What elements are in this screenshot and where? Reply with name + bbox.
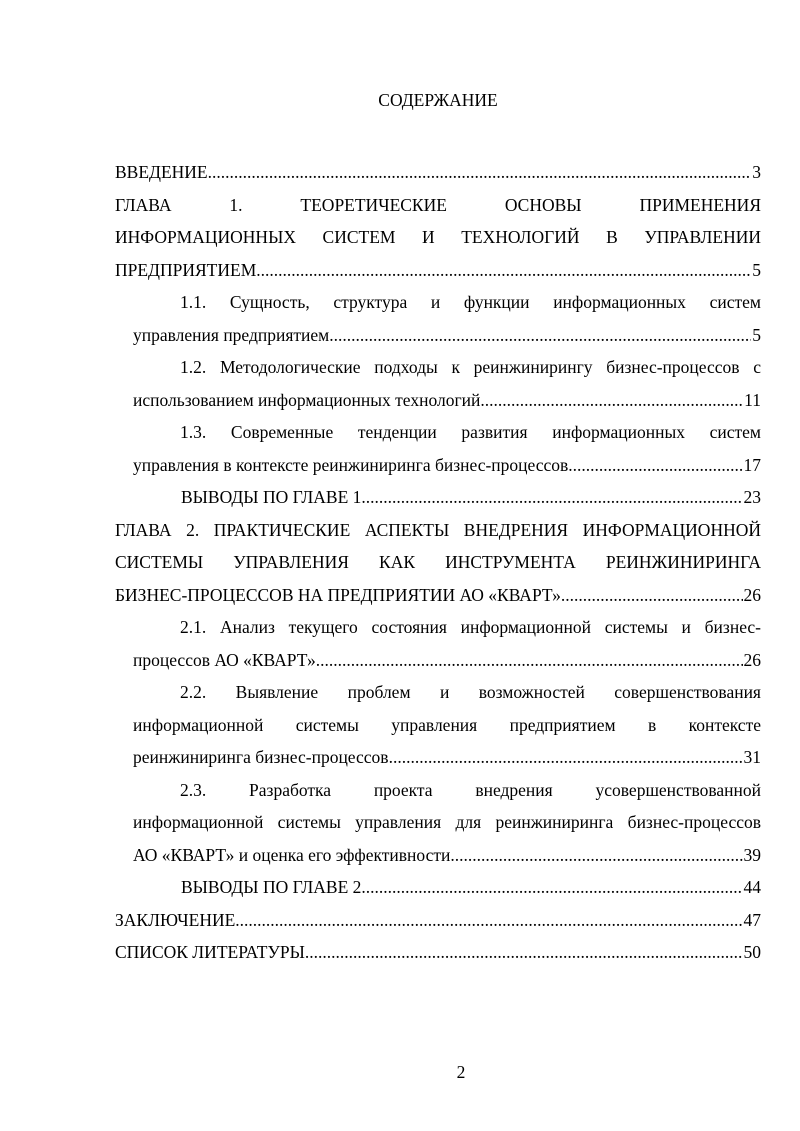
toc-entry-line: ИНФОРМАЦИОННЫХ СИСТЕМ И ТЕХНОЛОГИЙ В УПРАВЛЕНИИ	[115, 227, 761, 247]
toc-entry-text: управления в контексте реинжиниринга бизнес-процессов	[133, 454, 569, 475]
toc-entry-text: СПИСОК ЛИТЕРАТУРЫ	[115, 942, 305, 962]
toc-entry-line	[133, 644, 761, 677]
toc-entry-line	[115, 936, 761, 969]
toc-page-number: 26	[743, 649, 761, 670]
leader-dots	[389, 741, 743, 774]
leader-dots	[561, 579, 743, 612]
toc-entry[interactable]	[115, 676, 761, 774]
toc-entry[interactable]	[115, 514, 761, 612]
toc-page-number: 23	[743, 487, 761, 507]
toc-page-number: 17	[743, 454, 761, 475]
toc-entry-line	[133, 741, 761, 774]
toc-page-number: 26	[743, 584, 761, 605]
leader-dots	[329, 319, 751, 352]
toc-entry-line: информационной системы управления предприятием в контексте	[133, 714, 761, 735]
toc-entry-line	[181, 481, 761, 514]
toc-entry-line: информационной системы управления для реинжиниринга бизнес-процессов	[133, 812, 761, 832]
toc-entry[interactable]	[115, 481, 761, 514]
toc-entry-text: ВВЕДЕНИЕ	[115, 162, 208, 182]
toc-entry-line	[133, 839, 761, 872]
toc-entry-line	[133, 384, 761, 417]
toc-entry[interactable]	[115, 936, 761, 969]
leader-dots	[208, 156, 752, 189]
leader-dots	[305, 936, 743, 969]
toc-entry-text: управления предприятием	[133, 324, 330, 345]
toc-entry-line	[181, 871, 761, 904]
toc-page-number: 5	[752, 324, 761, 345]
toc-entry[interactable]	[115, 416, 761, 481]
toc-entry-line	[115, 156, 761, 189]
toc-entry-line: 2.3. Разработка проекта внедрения усовершенствованной	[180, 779, 761, 800]
toc-entry[interactable]	[115, 286, 761, 351]
toc-entry-text: использованием информационных технологий	[133, 389, 481, 410]
toc-title: СОДЕРЖАНИЕ	[378, 90, 498, 110]
toc-entry-line: ГЛАВА 2. ПРАКТИЧЕСКИЕ АСПЕКТЫ ВНЕДРЕНИЯ ИНФОРМАЦИОННОЙ	[115, 519, 761, 540]
toc-entry-text: АО «КВАРТ» и оценка его эффективности	[133, 844, 451, 865]
toc-entry-line	[133, 319, 761, 352]
toc-entry[interactable]	[115, 189, 761, 287]
toc-entry-line	[115, 904, 761, 937]
toc-entry[interactable]	[115, 774, 761, 872]
toc-page-number: 11	[744, 389, 761, 410]
toc-page-number: 5	[752, 259, 761, 280]
toc-entry-line	[115, 254, 761, 287]
toc-entry-line: 2.2. Выявление проблем и возможностей совершенствования	[180, 682, 761, 702]
toc-entry-line	[133, 449, 761, 482]
leader-dots	[361, 481, 742, 514]
leader-dots	[235, 904, 742, 937]
toc-page-number: 47	[743, 909, 761, 930]
table-of-contents	[115, 156, 761, 969]
leader-dots	[361, 871, 742, 904]
leader-dots	[316, 644, 743, 677]
toc-entry-text: ВЫВОДЫ ПО ГЛАВЕ 1	[181, 487, 362, 507]
toc-entry-text: БИЗНЕС-ПРОЦЕССОВ НА ПРЕДПРИЯТИИ АО «КВАРТ»	[115, 584, 561, 605]
toc-entry[interactable]	[115, 871, 761, 904]
toc-page-number: 50	[743, 942, 761, 962]
toc-page-number: 39	[743, 844, 761, 865]
toc-entry[interactable]	[115, 611, 761, 676]
toc-entry-line: 2.1. Анализ текущего состояния информационной системы и бизнес-	[180, 617, 761, 637]
toc-page-number: 44	[743, 877, 761, 897]
toc-entry-line: 1.3. Современные тенденции развития информационных систем	[180, 422, 761, 442]
leader-dots	[480, 384, 743, 417]
toc-entry[interactable]	[115, 156, 761, 189]
toc-entry-line: 1.1. Сущность, структура и функции информационных систем	[180, 292, 761, 312]
toc-entry-line: СИСТЕМЫ УПРАВЛЕНИЯ КАК ИНСТРУМЕНТА РЕИНЖИНИРИНГА	[115, 552, 761, 572]
leader-dots	[568, 449, 742, 482]
leader-dots	[450, 839, 742, 872]
toc-entry-text: ПРЕДПРИЯТИЕМ	[115, 259, 257, 280]
page-number: 2	[456, 1062, 466, 1082]
leader-dots	[256, 254, 751, 287]
toc-entry[interactable]	[115, 904, 761, 937]
toc-entry-text: ВЫВОДЫ ПО ГЛАВЕ 2	[181, 877, 362, 897]
toc-entry-text: процессов АО «КВАРТ»	[133, 649, 316, 670]
toc-page-number: 31	[743, 747, 761, 767]
toc-entry-text: ЗАКЛЮЧЕНИЕ	[115, 909, 236, 930]
toc-page-number: 3	[752, 162, 761, 182]
toc-entry-line: 1.2. Методологические подходы к реинжинирингу бизнес-процессов с	[180, 357, 761, 377]
toc-entry-line	[115, 579, 761, 612]
toc-entry-line: ГЛАВА 1. ТЕОРЕТИЧЕСКИЕ ОСНОВЫ ПРИМЕНЕНИЯ	[115, 194, 761, 215]
toc-entry[interactable]	[115, 351, 761, 416]
toc-entry-text: реинжиниринга бизнес-процессов	[133, 747, 389, 767]
